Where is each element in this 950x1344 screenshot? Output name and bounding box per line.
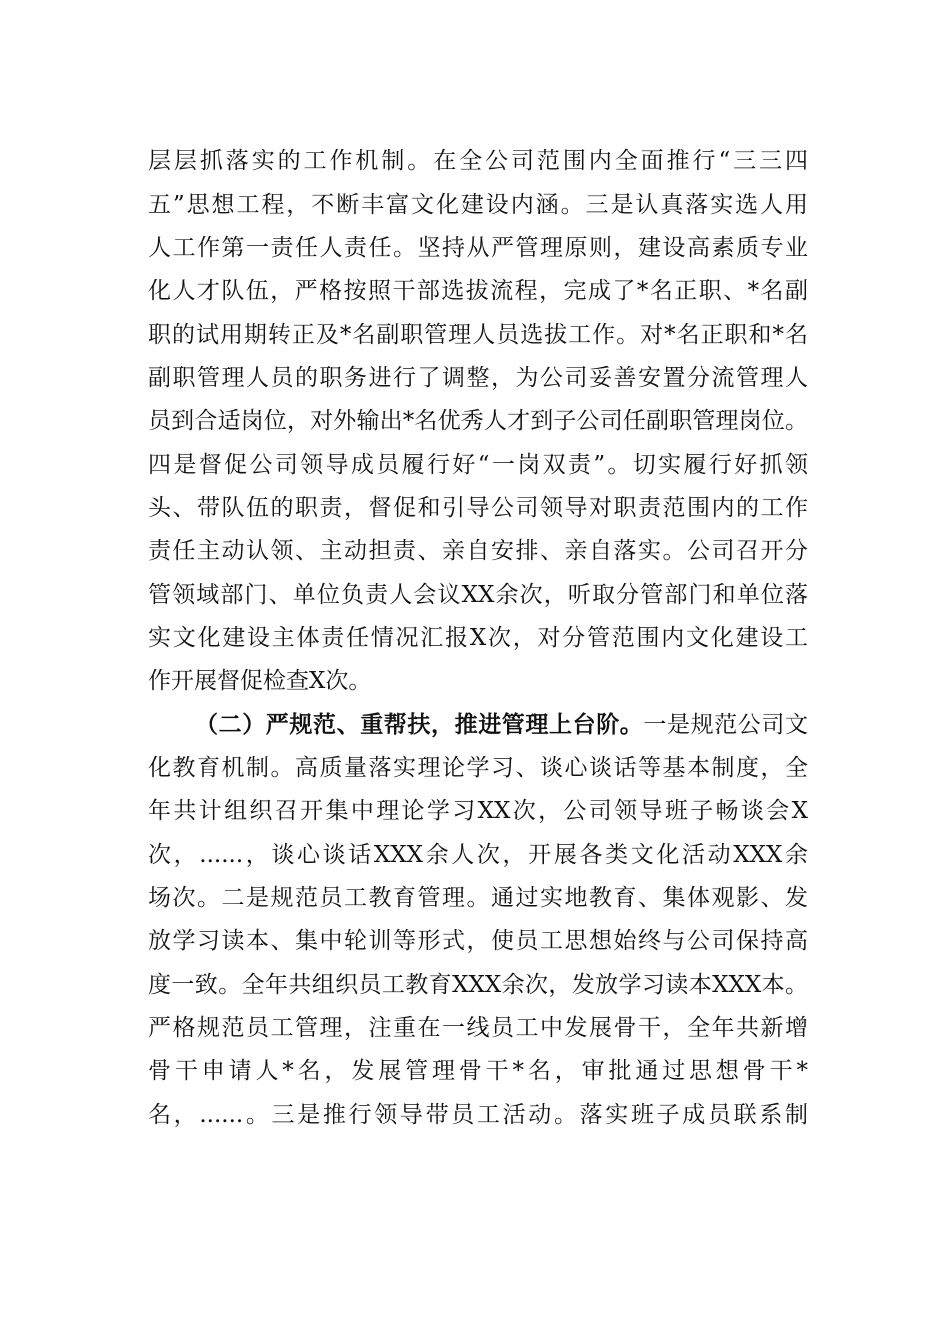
body-line: 作开展督促检查X次。 bbox=[148, 668, 372, 694]
body-line: 员到合适岗位，对外输出*名优秀人才到子公司任副职管理岗位。 bbox=[148, 408, 808, 434]
body-text: 一是规范公司文 bbox=[643, 712, 809, 738]
body-line: 责任主动认领、主动担责、亲自安排、亲自落实。公司召开分 bbox=[148, 538, 808, 564]
body-line: 职的试用期转正及*名副职管理人员选拔工作。对*名正职和*名 bbox=[148, 322, 808, 348]
body-line: 严格规范员工管理，注重在一线员工中发展骨干，全年共新增 bbox=[148, 1015, 808, 1041]
body-line: 化人才队伍，严格按照干部选拔流程，完成了*名正职、*名副 bbox=[148, 278, 808, 304]
section-heading-line bbox=[195, 705, 808, 745]
body-line: 五”思想工程，不断丰富文化建设内涵。三是认真落实选人用 bbox=[148, 192, 808, 218]
body-line: 四是督促公司领导成员履行好“一岗双责”。切实履行好抓领 bbox=[148, 452, 808, 478]
body-line: 化教育机制。高质量落实理论学习、谈心谈话等基本制度，全 bbox=[148, 755, 808, 781]
body-line: 头、带队伍的职责，督促和引导公司领导对职责范围内的工作 bbox=[148, 495, 808, 521]
body-line: 度一致。全年共组织员工教育XXX余次，发放学习读本XXX本。 bbox=[148, 972, 808, 998]
body-line: 放学习读本、集中轮训等形式，使员工思想始终与公司保持高 bbox=[148, 928, 808, 954]
body-line: 人工作第一责任人责任。坚持从严管理原则，建设高素质专业 bbox=[148, 235, 808, 261]
body-line: 场次。二是规范员工教育管理。通过实地教育、集体观影、发 bbox=[148, 885, 808, 911]
body-line: 副职管理人员的职务进行了调整，为公司妥善安置分流管理人 bbox=[148, 365, 808, 391]
section-heading: （二）严规范、重帮扶，推进管理上台阶。 bbox=[195, 711, 644, 738]
body-line: 层层抓落实的工作机制。在全公司范围内全面推行“三三四 bbox=[148, 148, 808, 174]
body-line: 骨干申请人*名，发展管理骨干*名，审批通过思想骨干* bbox=[148, 1058, 808, 1084]
body-line: 次，......，谈心谈话XXX余人次，开展各类文化活动XXX余 bbox=[148, 842, 808, 868]
body-line: 年共计组织召开集中理论学习XX次，公司领导班子畅谈会X bbox=[148, 798, 808, 824]
body-line: 管领域部门、单位负责人会议XX余次，听取分管部门和单位落 bbox=[148, 582, 808, 608]
body-line: 名，......。三是推行领导带员工活动。落实班子成员联系制 bbox=[148, 1102, 808, 1128]
body-line: 实文化建设主体责任情况汇报X次，对分管范围内文化建设工 bbox=[148, 625, 808, 651]
